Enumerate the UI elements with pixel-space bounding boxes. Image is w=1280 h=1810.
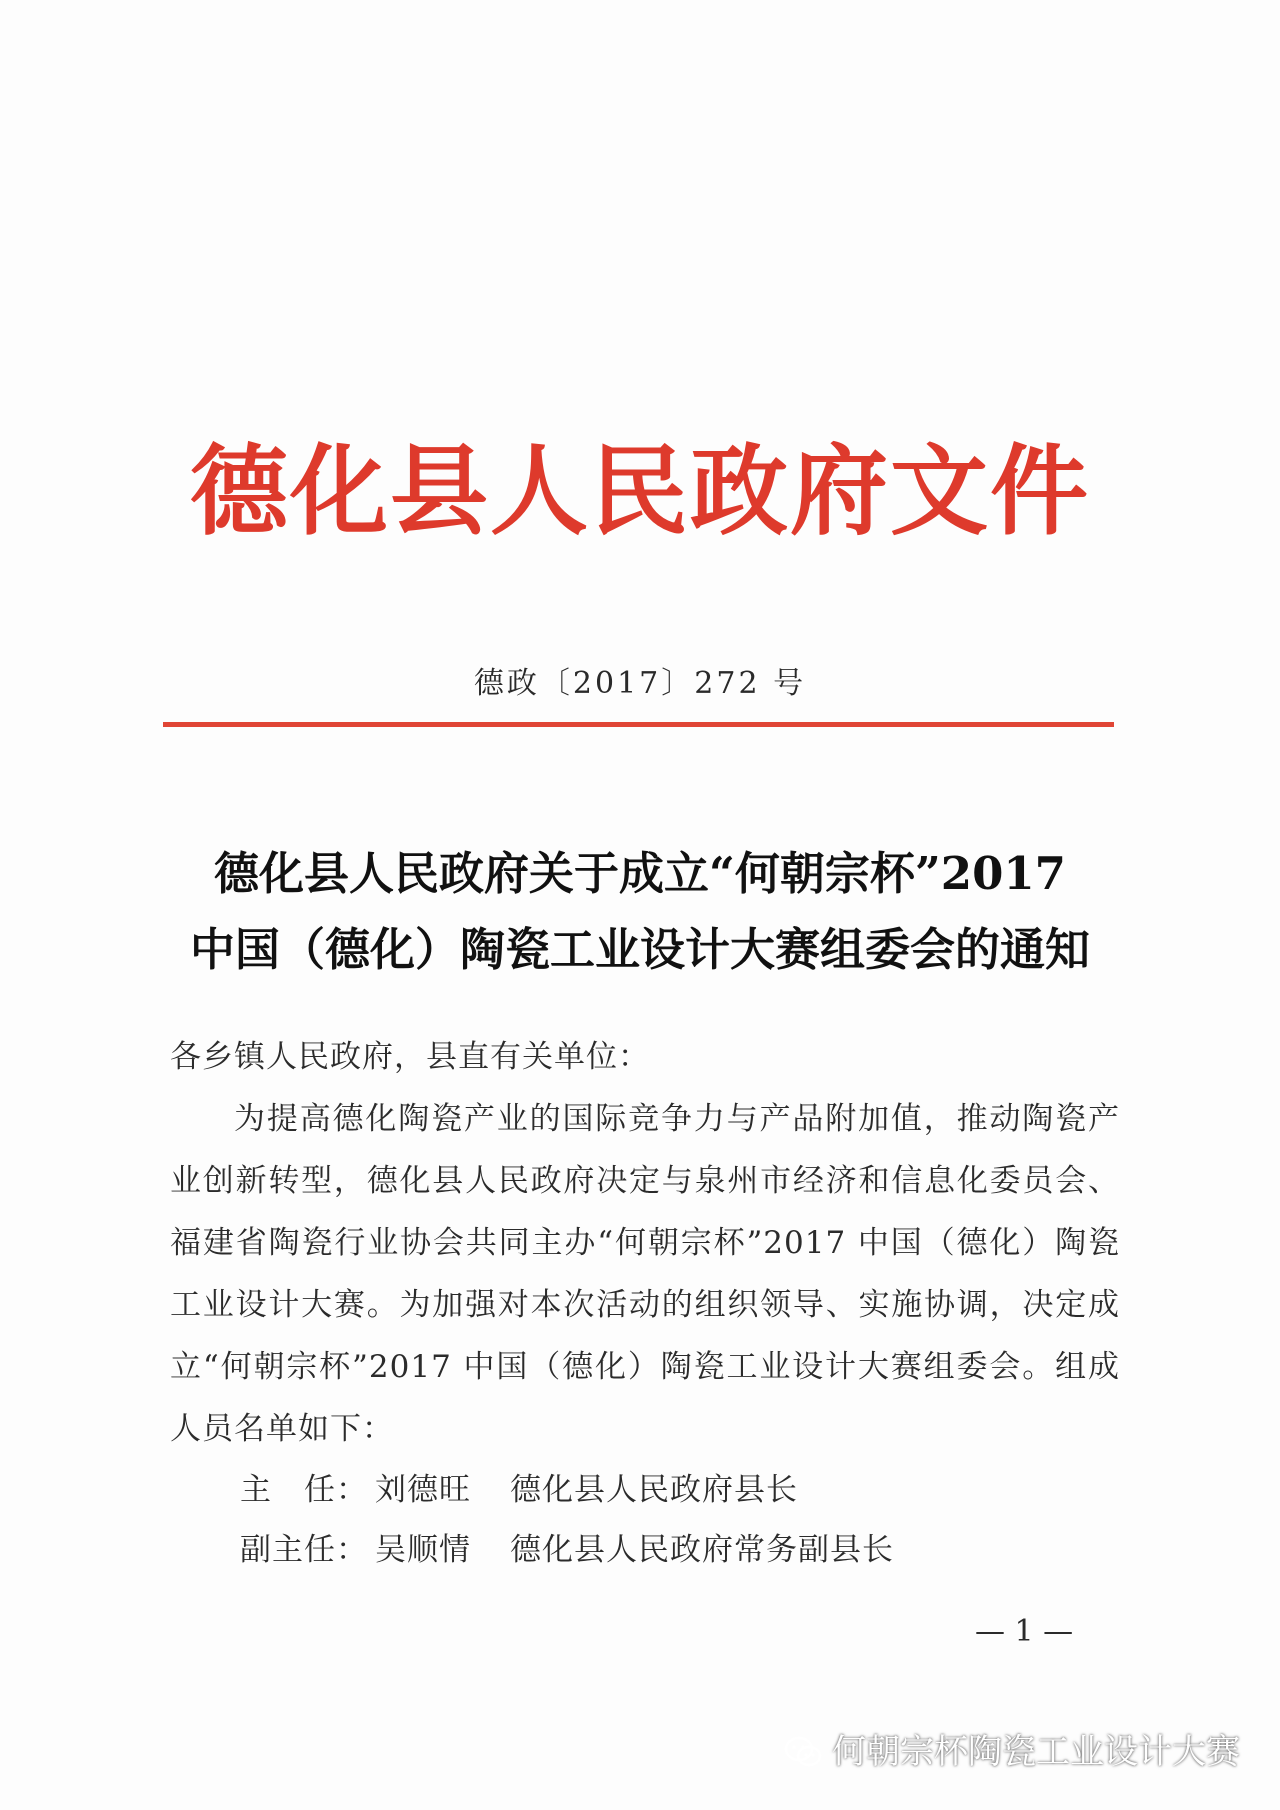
member-name: 刘德旺 (375, 1472, 471, 1508)
page-number: — 1 — (975, 1614, 1074, 1649)
wechat-watermark (784, 1732, 1240, 1772)
member-title: 德化县人民政府县长 (510, 1472, 798, 1508)
document-masthead: 德化县人民政府文件 (189, 434, 1090, 549)
member-title: 德化县人民政府常务副县长 (510, 1532, 894, 1568)
body-paragraph: 为提高德化陶瓷产业的国际竞争力与产品附加值，推动陶瓷产业创新转型，德化县人民政府决定与泉州市经济和信息化委员会、福建省陶瓷行业协会共同主办“何朝宗杯”2017 中国（德化）陶瓷工业设计大赛。为加强对本次活动的组织领导、实施协调，决定成立“何朝宗杯”2017 中国（德化）陶瓷工业设计大赛组委会。组成人员名单如下： (170, 1101, 1120, 1447)
salutation: 各乡镇人民政府，县直有关单位： (170, 1039, 650, 1075)
title-line-2: 中国（德化）陶瓷工业设计大赛组委会的通知 (189, 923, 1090, 976)
member-row (240, 1530, 894, 1570)
red-divider (163, 722, 1114, 727)
member-row (240, 1470, 798, 1510)
member-role: 主 任： (240, 1472, 368, 1508)
member-name: 吴顺情 (375, 1532, 471, 1568)
member-role: 副主任： (240, 1532, 368, 1568)
title-line-1: 德化县人民政府关于成立“何朝宗杯”2017 (213, 847, 1066, 900)
document-number: 德政〔2017〕272 号 (473, 666, 807, 701)
document-title (150, 836, 1130, 988)
wechat-icon (784, 1735, 822, 1769)
watermark-text: 何朝宗杯陶瓷工业设计大赛 (832, 1732, 1240, 1772)
